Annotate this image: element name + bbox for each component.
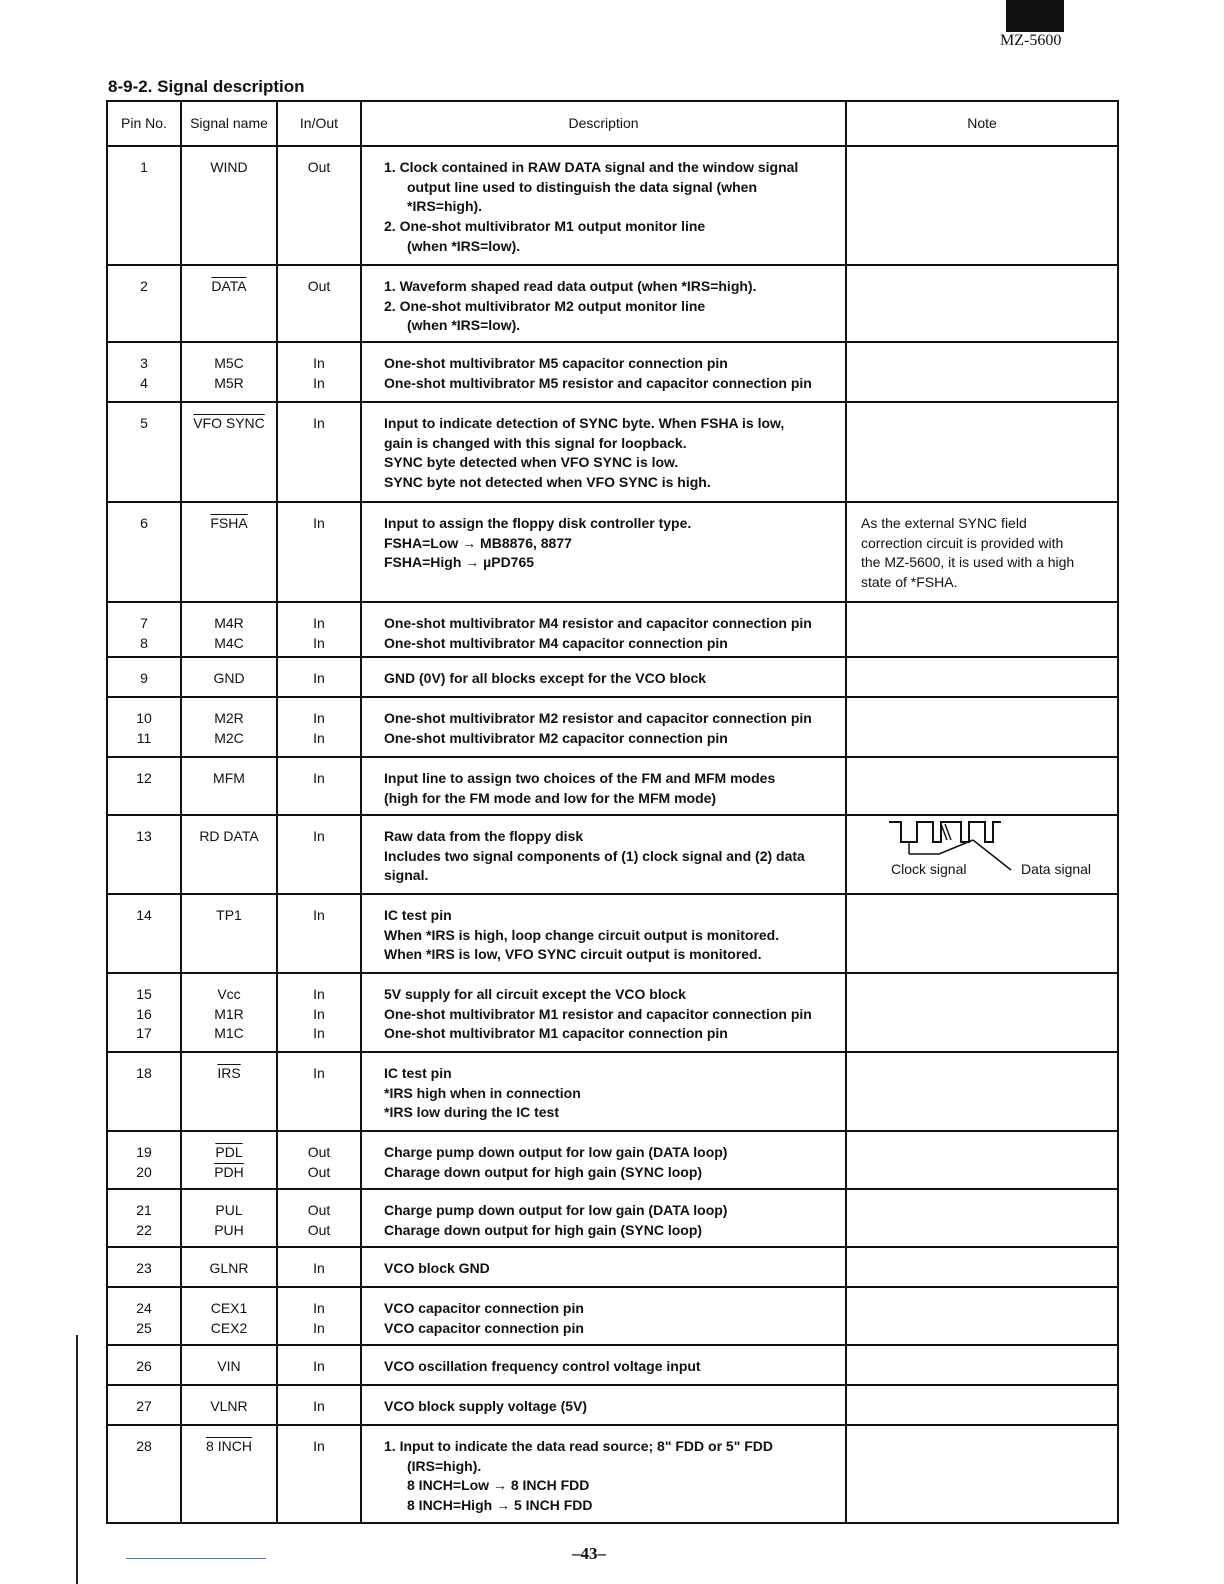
blue-rule <box>126 1558 266 1559</box>
description-line: Charage down output for high gain (SYNC loop) <box>384 1221 703 1238</box>
description-line: Input to indicate detection of SYNC byte. When FSHA is low, <box>384 415 785 431</box>
note-line: correction circuit is provided with <box>861 534 1064 551</box>
io-direction: Out <box>307 278 331 294</box>
io-direction: In <box>313 710 325 726</box>
description-line: Input to assign the floppy disk controller type. <box>384 515 692 531</box>
description-line: SYNC byte not detected when VFO SYNC is high. <box>384 474 711 491</box>
description-line: Input line to assign two choices of the FM and MFM modes <box>384 770 776 786</box>
io-cell <box>277 1052 361 1131</box>
signal-name: $\overline{IRS}$ <box>217 1065 241 1081</box>
description-cell <box>361 602 846 657</box>
signal-cell <box>181 1287 277 1345</box>
description-line: One-shot multivibrator M2 capacitor connection pin <box>384 729 728 746</box>
io-direction: In <box>313 415 325 431</box>
description-line: One-shot multivibrator M1 capacitor connection pin <box>384 1025 728 1042</box>
note-cell <box>846 1287 1118 1345</box>
description-cell <box>361 894 846 973</box>
signal-name: VIN <box>217 1358 241 1374</box>
col-header-io: In/Out <box>277 101 361 146</box>
table-row <box>107 602 1118 657</box>
note-cell <box>846 757 1118 815</box>
io-direction: In <box>313 1065 325 1081</box>
description-cell <box>361 1189 846 1247</box>
signal-name: VLNR <box>210 1398 248 1414</box>
table-row <box>107 265 1118 342</box>
io-cell <box>277 342 361 402</box>
note-line: As the external SYNC field <box>861 515 1027 531</box>
signal-table <box>106 100 1119 1524</box>
description-line: (when *IRS=low). <box>407 317 521 334</box>
io-direction: In <box>313 1358 325 1374</box>
pin-number: 26 <box>136 1358 152 1374</box>
pin-number: 5 <box>140 415 148 431</box>
io-direction: In <box>313 634 325 651</box>
note-line: the MZ-5600, it is used with a high <box>861 554 1075 571</box>
io-direction: In <box>313 770 325 786</box>
description-line: One-shot multivibrator M4 resistor and capacitor connection pin <box>384 615 812 631</box>
description-cell <box>361 1052 846 1131</box>
pin-cell <box>107 1385 181 1425</box>
signal-name: CEX2 <box>210 1319 248 1336</box>
description-line: FSHA=Low → MB8876, 8877 <box>384 534 572 551</box>
pin-number: 22 <box>136 1221 152 1238</box>
description-cell <box>361 146 846 265</box>
table-row <box>107 402 1118 502</box>
signal-name: GLNR <box>209 1260 249 1276</box>
description-line: 2. One-shot multivibrator M2 output monitor line <box>384 297 706 314</box>
table-row <box>107 502 1118 602</box>
table-row <box>107 757 1118 815</box>
signal-cell <box>181 402 277 502</box>
model-label: MZ-5600 <box>1000 32 1062 49</box>
io-cell <box>277 1425 361 1523</box>
description-line: Charge pump down output for low gain (DATA loop) <box>384 1144 728 1160</box>
signal-name: VFO SYNC <box>193 415 265 431</box>
pin-cell <box>107 1345 181 1385</box>
pin-number: 8 <box>140 634 148 651</box>
description-line: Charge pump down output for low gain (DATA loop) <box>384 1202 728 1218</box>
signal-cell <box>181 697 277 757</box>
description-line: (IRS=high). <box>407 1457 482 1474</box>
pin-number: 21 <box>136 1202 152 1218</box>
io-direction: In <box>313 670 325 686</box>
io-direction: In <box>313 1319 325 1336</box>
io-direction: Out <box>307 159 331 175</box>
signal-cell <box>181 146 277 265</box>
description-cell <box>361 697 846 757</box>
pin-cell <box>107 502 181 602</box>
signal-name: PUL <box>215 1202 243 1218</box>
pin-cell <box>107 1425 181 1523</box>
description-line: One-shot multivibrator M5 capacitor connection pin <box>384 355 728 371</box>
description-cell <box>361 1425 846 1523</box>
pin-number: 6 <box>140 515 148 531</box>
io-cell <box>277 146 361 265</box>
description-line: VCO block supply voltage (5V) <box>384 1398 588 1414</box>
signal-name: Vcc <box>217 986 241 1002</box>
pin-number: 3 <box>140 355 148 371</box>
note-cell <box>846 697 1118 757</box>
pin-number: 7 <box>140 615 148 631</box>
signal-cell <box>181 815 277 894</box>
pin-cell <box>107 757 181 815</box>
col-header-signal: Signal name <box>181 101 277 146</box>
io-cell <box>277 1345 361 1385</box>
description-cell <box>361 657 846 697</box>
io-direction: In <box>313 986 325 1002</box>
io-direction: In <box>313 355 325 371</box>
description-line: (high for the FM mode and low for the MFM mode) <box>384 789 717 806</box>
description-line: Raw data from the floppy disk <box>384 828 584 844</box>
table-row <box>107 894 1118 973</box>
io-cell <box>277 502 361 602</box>
description-line: 1. Clock contained in RAW DATA signal and the window signal <box>384 159 799 175</box>
signal-name: M2R <box>214 710 244 726</box>
pin-number: 23 <box>136 1260 152 1276</box>
io-direction: In <box>313 1025 325 1042</box>
io-direction: In <box>313 1438 325 1454</box>
signal-name: RD DATA <box>199 828 259 844</box>
signal-cell <box>181 602 277 657</box>
table-row <box>107 657 1118 697</box>
table-row <box>107 1385 1118 1425</box>
io-cell <box>277 602 361 657</box>
pin-cell <box>107 657 181 697</box>
description-line: gain is changed with this signal for loopback. <box>384 434 687 451</box>
description-line: (when *IRS=low). <box>407 237 521 254</box>
signal-cell <box>181 1131 277 1189</box>
signal-cell <box>181 265 277 342</box>
note-cell <box>846 342 1118 402</box>
io-cell <box>277 657 361 697</box>
io-cell <box>277 1189 361 1247</box>
description-cell <box>361 1345 846 1385</box>
io-cell <box>277 1385 361 1425</box>
description-line: One-shot multivibrator M1 resistor and capacitor connection pin <box>384 1005 812 1022</box>
description-line: VCO block GND <box>384 1260 490 1276</box>
signal-name: M4R <box>214 615 244 631</box>
note-cell <box>846 1425 1118 1523</box>
signal-name: M5C <box>214 355 244 371</box>
pin-number: 27 <box>136 1398 152 1414</box>
signal-cell <box>181 894 277 973</box>
pin-number: 15 <box>136 986 152 1002</box>
table-row <box>107 1247 1118 1287</box>
description-line: output line used to distinguish the data signal (when <box>407 178 757 195</box>
io-direction: In <box>313 907 325 923</box>
pin-cell <box>107 146 181 265</box>
io-direction: In <box>313 1005 325 1022</box>
signal-cell <box>181 657 277 697</box>
table-row <box>107 1052 1118 1131</box>
table-row <box>107 146 1118 265</box>
description-line: 5V supply for all circuit except the VCO block <box>384 986 686 1002</box>
data-signal-label: Data signal <box>1021 861 1092 877</box>
signal-cell <box>181 342 277 402</box>
io-direction: Out <box>307 1221 331 1238</box>
pin-number: 13 <box>136 828 152 844</box>
note-cell <box>846 657 1118 697</box>
table-row <box>107 815 1118 894</box>
description-cell <box>361 1287 846 1345</box>
pin-number: 9 <box>140 670 148 686</box>
io-cell <box>277 815 361 894</box>
io-direction: In <box>313 515 325 531</box>
pin-number: 14 <box>136 907 152 923</box>
note-line: state of *FSHA. <box>861 574 958 591</box>
io-cell <box>277 265 361 342</box>
section-title: 8-9-2. Signal description <box>108 77 305 96</box>
pin-number: 24 <box>136 1300 152 1316</box>
note-cell <box>846 815 1118 894</box>
table-row <box>107 342 1118 402</box>
pin-number: 12 <box>136 770 152 786</box>
pin-number: 20 <box>136 1163 152 1180</box>
signal-name: FSHA <box>210 515 248 531</box>
description-cell <box>361 1385 846 1425</box>
description-line: Charage down output for high gain (SYNC loop) <box>384 1163 703 1180</box>
note-cell <box>846 1247 1118 1287</box>
description-cell <box>361 502 846 602</box>
description-line: 1. Waveform shaped read data output (when *IRS=high). <box>384 278 757 294</box>
table-row <box>107 1425 1118 1523</box>
signal-name: TP1 <box>216 907 242 923</box>
description-line: VCO capacitor connection pin <box>384 1300 584 1316</box>
note-cell <box>846 1189 1118 1247</box>
rd-data-waveform <box>861 820 1113 880</box>
table-row <box>107 1345 1118 1385</box>
col-header-description: Description <box>361 101 846 146</box>
description-cell <box>361 265 846 342</box>
pin-cell <box>107 1052 181 1131</box>
pin-cell <box>107 265 181 342</box>
margin-rule <box>76 1335 78 1584</box>
note-cell <box>846 502 1118 602</box>
clock-signal-label: Clock signal <box>891 861 967 877</box>
io-direction: In <box>313 1300 325 1316</box>
description-line: 8 INCH=Low → 8 INCH FDD <box>407 1477 590 1494</box>
note-cell <box>846 1345 1118 1385</box>
description-line: When *IRS is low, VFO SYNC circuit output is monitored. <box>384 946 762 963</box>
pin-cell <box>107 402 181 502</box>
description-line: VCO oscillation frequency control voltage input <box>384 1358 701 1374</box>
io-direction: In <box>313 615 325 631</box>
description-line: One-shot multivibrator M5 resistor and capacitor connection pin <box>384 374 812 391</box>
io-cell <box>277 973 361 1052</box>
table-row <box>107 697 1118 757</box>
note-cell <box>846 973 1118 1052</box>
description-line: 2. One-shot multivibrator M1 output monitor line <box>384 218 706 235</box>
pin-number: 2 <box>140 278 148 294</box>
io-cell <box>277 1131 361 1189</box>
note-cell <box>846 894 1118 973</box>
io-direction: In <box>313 1398 325 1414</box>
signal-name: GND <box>213 670 245 686</box>
description-line: *IRS high when in connection <box>384 1084 581 1101</box>
description-cell <box>361 815 846 894</box>
pin-number: 28 <box>136 1438 152 1454</box>
pin-number: 10 <box>136 710 152 726</box>
signal-cell <box>181 1247 277 1287</box>
note-cell <box>846 402 1118 502</box>
description-cell <box>361 402 846 502</box>
signal-name: MFM <box>213 770 245 786</box>
note-cell <box>846 1385 1118 1425</box>
description-line: 1. Input to indicate the data read source; 8" FDD or 5" FDD <box>384 1438 773 1454</box>
pin-cell <box>107 342 181 402</box>
io-cell <box>277 402 361 502</box>
description-cell <box>361 342 846 402</box>
signal-cell <box>181 1345 277 1385</box>
note-cell <box>846 265 1118 342</box>
description-line: One-shot multivibrator M2 resistor and capacitor connection pin <box>384 710 812 726</box>
pin-number: 4 <box>140 374 148 391</box>
description-line: signal. <box>384 867 429 884</box>
pin-number: 18 <box>136 1065 152 1081</box>
note-cell <box>846 1052 1118 1131</box>
description-line: IC test pin <box>384 1065 452 1081</box>
signal-name: M1R <box>214 1005 244 1022</box>
signal-name: 8 INCH <box>206 1438 252 1454</box>
pin-cell <box>107 1131 181 1189</box>
description-line: 8 INCH=High → 5 INCH FDD <box>407 1497 593 1514</box>
signal-name: WIND <box>210 159 248 175</box>
pin-cell <box>107 602 181 657</box>
io-direction: Out <box>307 1163 331 1180</box>
io-cell <box>277 1247 361 1287</box>
description-line: Includes two signal components of (1) clock signal and (2) data <box>384 847 805 864</box>
signal-name: M5R <box>214 374 244 391</box>
signal-name: $\overline{PDL}$ <box>215 1144 243 1160</box>
description-cell <box>361 1247 846 1287</box>
io-cell <box>277 1287 361 1345</box>
table-row <box>107 1131 1118 1189</box>
description-cell <box>361 973 846 1052</box>
header-row <box>107 101 1118 146</box>
pin-number: 11 <box>136 729 152 746</box>
signal-name: CEX1 <box>210 1300 248 1316</box>
page-number: –43– <box>572 1544 606 1563</box>
signal-name: M1C <box>214 1025 244 1042</box>
signal-cell <box>181 1385 277 1425</box>
io-direction: In <box>313 729 325 746</box>
table-row <box>107 1189 1118 1247</box>
pin-number: 16 <box>136 1005 152 1022</box>
description-line: VCO capacitor connection pin <box>384 1319 584 1336</box>
corner-tab <box>1006 0 1064 32</box>
signal-name: M2C <box>214 729 244 746</box>
note-cell <box>846 1131 1118 1189</box>
table-row <box>107 973 1118 1052</box>
pin-cell <box>107 1287 181 1345</box>
pin-number: 1 <box>140 159 148 175</box>
signal-name: PUH <box>214 1221 244 1238</box>
signal-name: DATA <box>211 278 247 294</box>
io-cell <box>277 757 361 815</box>
io-direction: In <box>313 828 325 844</box>
pin-cell <box>107 697 181 757</box>
description-line: GND (0V) for all blocks except for the VCO block <box>384 670 707 686</box>
pin-number: 17 <box>136 1025 152 1042</box>
io-direction: Out <box>307 1144 331 1160</box>
signal-cell <box>181 757 277 815</box>
io-cell <box>277 697 361 757</box>
note-cell <box>846 602 1118 657</box>
signal-cell <box>181 973 277 1052</box>
pin-number: 19 <box>136 1144 152 1160</box>
io-direction: In <box>313 374 325 391</box>
pin-number: 25 <box>136 1319 152 1336</box>
signal-cell <box>181 502 277 602</box>
col-header-note: Note <box>846 101 1118 146</box>
description-cell <box>361 757 846 815</box>
io-direction: Out <box>307 1202 331 1218</box>
description-line: One-shot multivibrator M4 capacitor connection pin <box>384 634 728 651</box>
io-direction: In <box>313 1260 325 1276</box>
note-cell <box>846 146 1118 265</box>
signal-cell <box>181 1189 277 1247</box>
pin-cell <box>107 973 181 1052</box>
description-line: *IRS low during the IC test <box>384 1104 560 1121</box>
pin-cell <box>107 1189 181 1247</box>
signal-name: $\overline{PDH}$ <box>214 1163 244 1180</box>
col-header-pin: Pin No. <box>107 101 181 146</box>
signal-cell <box>181 1052 277 1131</box>
description-line: IC test pin <box>384 907 452 923</box>
description-line: SYNC byte detected when VFO SYNC is low. <box>384 454 679 471</box>
signal-name: M4C <box>214 634 244 651</box>
io-cell <box>277 894 361 973</box>
description-line: FSHA=High → µPD765 <box>384 554 535 571</box>
pin-cell <box>107 815 181 894</box>
pin-cell <box>107 894 181 973</box>
signal-cell <box>181 1425 277 1523</box>
description-line: When *IRS is high, loop change circuit output is monitored. <box>384 926 780 943</box>
description-line: *IRS=high). <box>407 198 483 215</box>
description-cell <box>361 1131 846 1189</box>
table-row <box>107 1287 1118 1345</box>
pin-cell <box>107 1247 181 1287</box>
